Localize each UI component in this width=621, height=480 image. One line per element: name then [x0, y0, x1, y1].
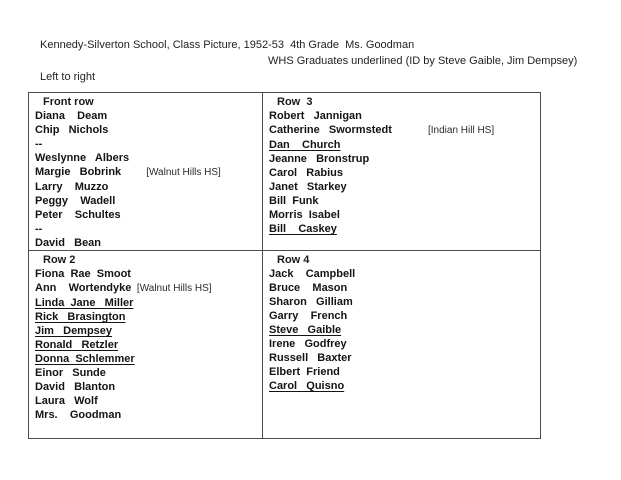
roster-entry [269, 365, 540, 379]
roster-entry [35, 208, 262, 222]
student-name: Weslynne Albers [35, 152, 130, 164]
roster-table [28, 92, 541, 439]
row-title-row-2: Row 2 [43, 254, 76, 266]
roster-entry [269, 351, 540, 365]
student-name: Carol Rabius [269, 167, 343, 179]
roster-entry [35, 352, 262, 366]
roster-entry [35, 180, 262, 194]
document-subtitle: WHS Graduates underlined (ID by Steve Gaible, Jim Dempsey) [268, 55, 578, 67]
student-name: Mrs. Goodman [35, 409, 122, 421]
high-school-tag: [Walnut Hills HS] [121, 167, 221, 178]
roster-entry [269, 194, 540, 208]
student-name-underlined: Donna Schlemmer [35, 353, 135, 365]
student-name: Morris Isabel [269, 209, 340, 221]
roster-entry [35, 380, 262, 394]
document-title: Kennedy-Silverton School, Class Picture, 1952-53 4th Grade Ms. Goodman [40, 39, 415, 51]
roster-entry [35, 109, 262, 123]
roster-entry [269, 337, 540, 351]
student-name: Peter Schultes [35, 209, 121, 221]
row-title-row-3: Row 3 [277, 96, 313, 108]
student-name-underlined: Carol Quisno [269, 380, 345, 392]
roster-entry [269, 180, 540, 194]
student-name-underlined: Ronald Retzler [35, 339, 119, 351]
roster-entry [35, 236, 262, 250]
student-name: Chip Nichols [35, 124, 109, 136]
student-name: Janet Starkey [269, 181, 347, 193]
student-name: Sharon Gilliam [269, 296, 353, 308]
student-name-underlined: Steve Gaible [269, 324, 342, 336]
cell-row-4 [263, 251, 541, 439]
student-name: Garry French [269, 310, 348, 322]
row-title-front-row: Front row [43, 96, 94, 108]
student-name-underlined: Jim Dempsey [35, 325, 113, 337]
cell-row-3 [263, 93, 541, 251]
roster-entry [35, 165, 262, 180]
cell-row-2 [29, 251, 263, 439]
student-name: Russell Baxter [269, 352, 352, 364]
student-name: David Blanton [35, 381, 116, 393]
cell-front-row [29, 93, 263, 251]
student-name: Larry Muzzo [35, 181, 109, 193]
student-name: Margie Bobrink [35, 166, 122, 178]
student-name: -- [35, 223, 43, 235]
roster-entry [269, 138, 540, 152]
roster-entry [35, 194, 262, 208]
roster-entry [269, 267, 540, 281]
roster-entry [35, 137, 262, 151]
high-school-tag: [Indian Hill HS] [391, 125, 495, 136]
roster-entry [35, 296, 262, 310]
student-name: Irene Godfrey [269, 338, 347, 350]
roster-entry [35, 366, 262, 380]
student-name: Jack Campbell [269, 268, 356, 280]
student-name-underlined: Dan Church [269, 139, 341, 151]
student-name: Ann Wortendyke [35, 282, 132, 294]
student-name-underlined: Linda Jane Miller [35, 297, 134, 309]
roster-entry [35, 222, 262, 236]
student-name-underlined: Rick Brasington [35, 311, 126, 323]
roster-entry [269, 323, 540, 337]
roster-entry [35, 338, 262, 352]
roster-entry [35, 123, 262, 137]
roster-entry [269, 222, 540, 236]
roster-entry [269, 309, 540, 323]
roster-entry [35, 310, 262, 324]
student-name: Peggy Wadell [35, 195, 116, 207]
roster-entry [269, 166, 540, 180]
student-name: Einor Sunde [35, 367, 106, 379]
student-name: David Bean [35, 237, 102, 249]
roster-entry [35, 408, 262, 422]
student-name: Robert Jannigan [269, 110, 362, 122]
student-name: Elbert Friend [269, 366, 340, 378]
roster-entry [35, 324, 262, 338]
student-name: Jeanne Bronstrup [269, 153, 370, 165]
high-school-tag: [Walnut Hills HS] [131, 283, 212, 294]
student-name-underlined: Bill Caskey [269, 223, 337, 235]
roster-entry [269, 123, 540, 138]
roster-entry [269, 281, 540, 295]
roster-entry [269, 208, 540, 222]
student-name: -- [35, 138, 43, 150]
student-name: Laura Wolf [35, 395, 98, 407]
student-name: Diana Deam [35, 110, 108, 122]
student-name: Bruce Mason [269, 282, 348, 294]
roster-entry [269, 379, 540, 393]
row-title-row-4: Row 4 [277, 254, 310, 266]
roster-entry [35, 281, 262, 296]
student-name: Catherine Swormstedt [269, 124, 392, 136]
student-name: Fiona Rae Smoot [35, 268, 131, 280]
roster-entry [35, 151, 262, 165]
student-name: Bill Funk [269, 195, 319, 207]
roster-entry [269, 295, 540, 309]
roster-entry [269, 152, 540, 166]
roster-entry [269, 109, 540, 123]
direction-note: Left to right [40, 71, 96, 83]
roster-entry [35, 267, 262, 281]
roster-entry [35, 394, 262, 408]
